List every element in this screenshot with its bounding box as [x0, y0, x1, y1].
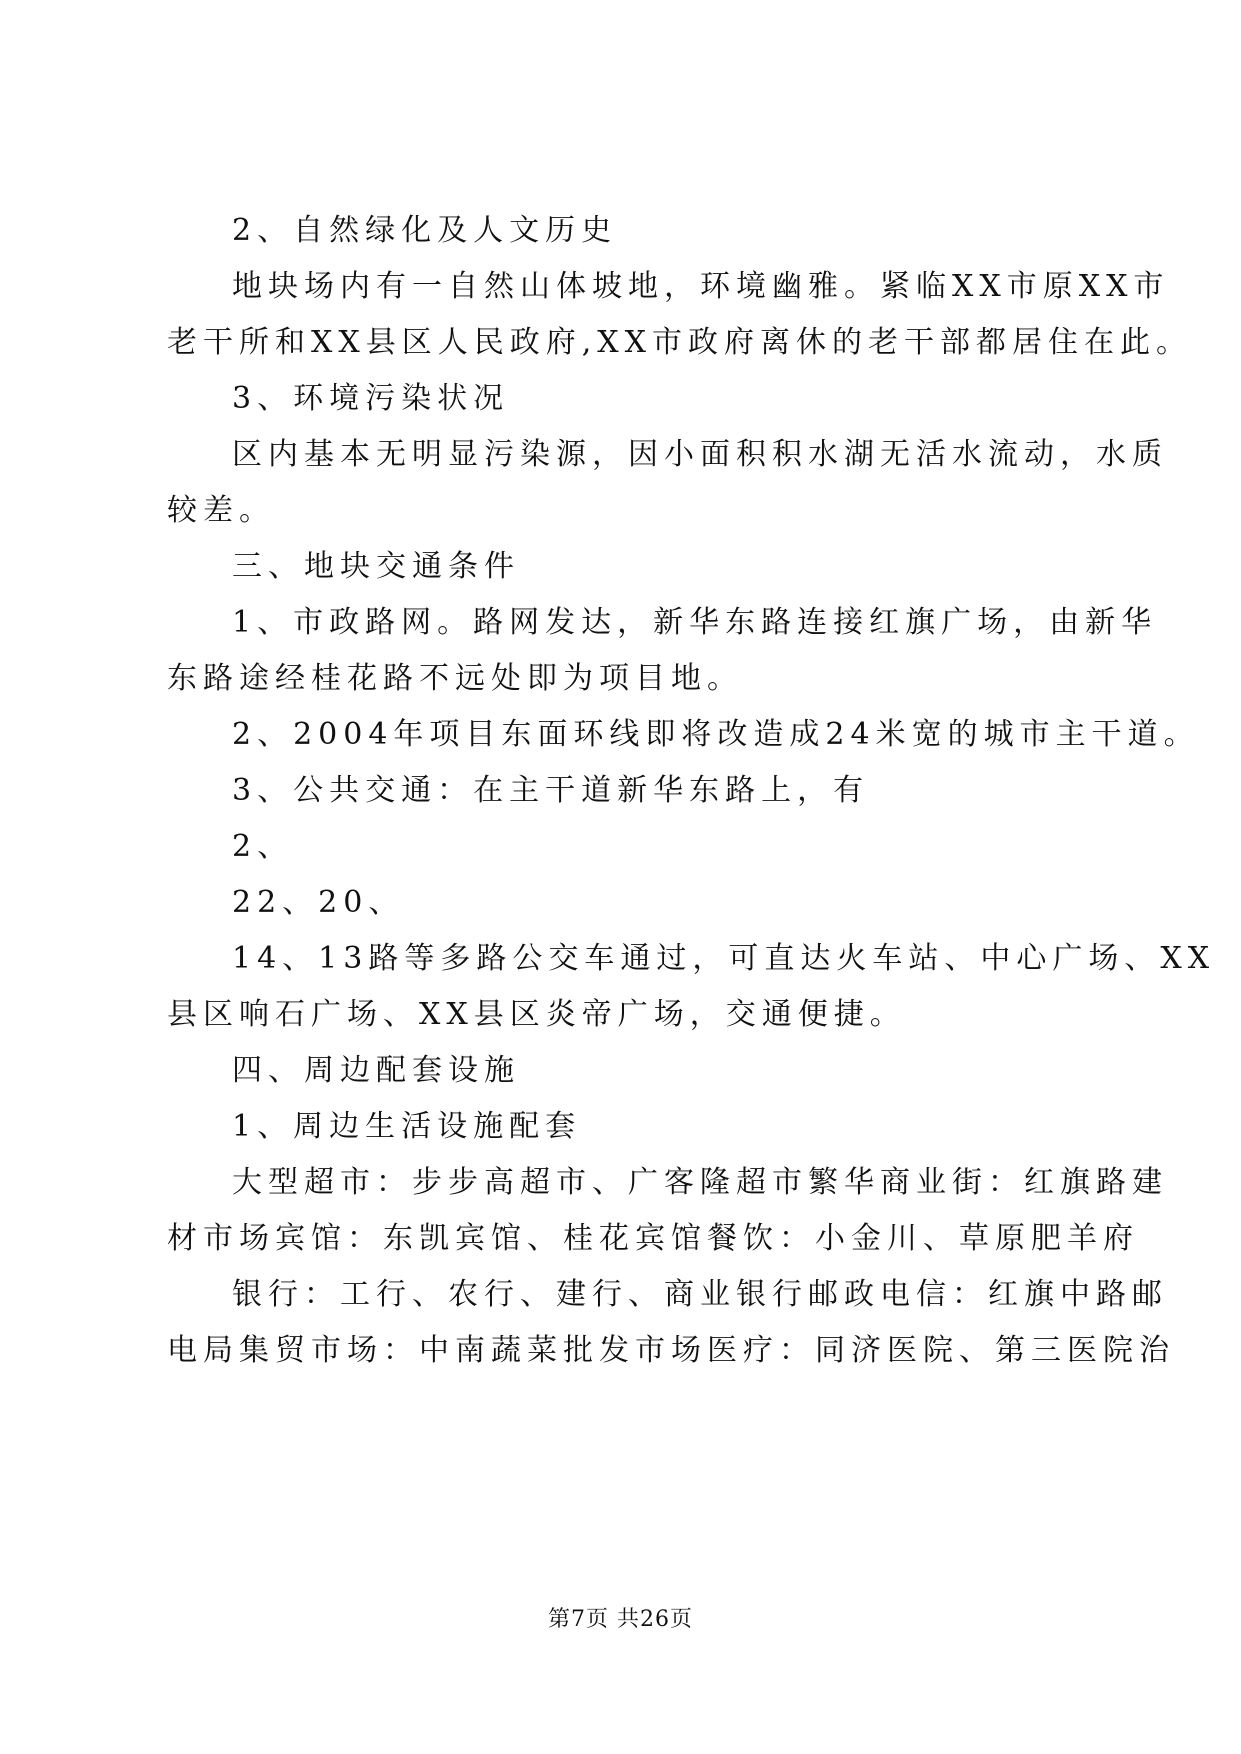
paragraph-line: 地块场内有一自然山体坡地，环境幽雅。紧临XX市原XX市	[232, 269, 1170, 304]
paragraph-line: 14、13路等多路公交车通过，可直达火车站、中心广场、XX	[232, 941, 1216, 976]
heading-living-facilities: 1、周边生活设施配套	[232, 1109, 582, 1144]
paragraph-line: 3、公共交通：在主干道新华东路上，有	[232, 773, 870, 808]
paragraph-line: 大型超市：步步高超市、广客隆超市繁华商业街：红旗路建	[232, 1165, 1168, 1200]
paragraph-line: 县区响石广场、XX县区炎帝广场，交通便捷。	[167, 997, 906, 1032]
paragraph-line: 电局集贸市场：中南蔬菜批发市场医疗：同济医院、第三医院治	[167, 1333, 1175, 1368]
section-heading-facilities: 四、周边配套设施	[232, 1053, 520, 1088]
paragraph-line: 材市场宾馆：东凯宾馆、桂花宾馆餐饮：小金川、草原肥羊府	[167, 1221, 1139, 1256]
section-heading-traffic: 三、地块交通条件	[232, 549, 520, 584]
heading-pollution-status: 3、环境污染状况	[232, 381, 510, 416]
paragraph-line: 东路途经桂花路不远处即为项目地。	[167, 661, 743, 696]
paragraph-line: 22、20、	[232, 885, 405, 920]
paragraph-line: 2、	[232, 829, 294, 864]
paragraph-line: 2、2004年项目东面环线即将改造成24米宽的城市主干道。	[232, 717, 1200, 752]
paragraph-line: 较差。	[167, 493, 275, 528]
paragraph-line: 银行：工行、农行、建行、商业银行邮政电信：红旗中路邮	[232, 1277, 1168, 1312]
heading-natural-greening: 2、自然绿化及人文历史	[232, 213, 618, 248]
paragraph-line: 1、市政路网。路网发达，新华东路连接红旗广场，由新华	[232, 605, 1158, 640]
page-number-footer: 第7页 共26页	[548, 1607, 693, 1632]
paragraph-line: 区内基本无明显污染源，因小面积积水湖无活水流动，水质	[232, 437, 1168, 472]
paragraph-line: 老干所和XX县区人民政府,XX市政府离休的老干部都居住在此。	[167, 325, 1192, 360]
